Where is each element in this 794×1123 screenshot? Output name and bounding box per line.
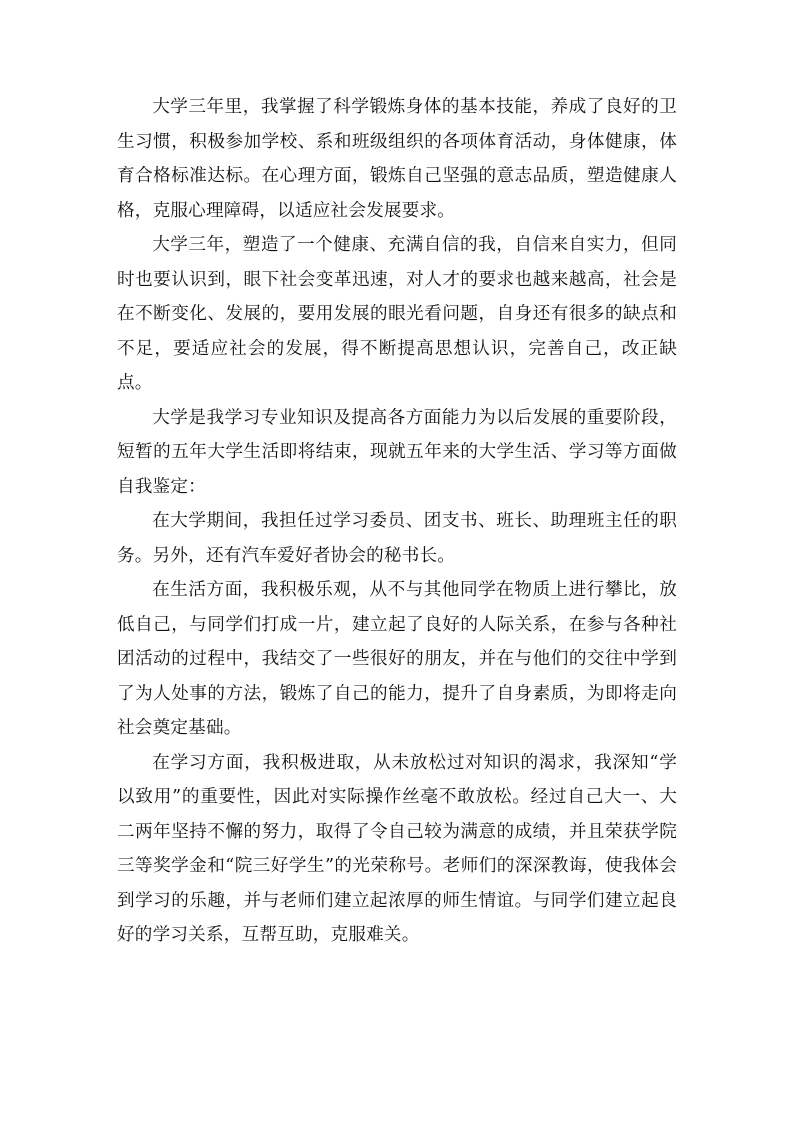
paragraph-study: 在学习方面，我积极进取，从未放松过对知识的渴求，我深知“学以致用”的重要性，因此对实际操作丝毫不敢放松。经过自己大一、大二两年坚持不懈的努力，取得了令自己较为满意的成绩，并且荣获学院三等奖学金和“院三好学生”的光荣称号。老师们的深深教诲，使我体会到学习的乐趣，并与老师们建立起浓厚的师生情谊。与同学们建立起良好的学习关系，互帮互助，克服难关。 xyxy=(117,752,677,945)
paragraph-confidence: 大学三年，塑造了一个健康、充满自信的我，自信来自实力，但同时也要认识到，眼下社会变革迅速，对人才的要求也越来越高，社会是在不断变化、发展的，要用发展的眼光看问题，自身还有很多的缺点和不足，要适应社会的发展，得不断提高思想认识，完善自己，改正缺点。 xyxy=(117,235,677,393)
paragraph-sports-health: 大学三年里，我掌握了科学锻炼身体的基本技能，养成了良好的卫生习惯，积极参加学校、系和班级组织的各项体育活动，身体健康，体育合格标准达标。在心理方面，锻炼自己坚强的意志品质，塑造健康人格，克服心理障碍，以适应社会发展要求。 xyxy=(117,97,677,221)
document-page xyxy=(117,90,677,953)
paragraph-positions: 在大学期间，我担任过学习委员、团支书、班长、助理班主任的职务。另外，还有汽车爱好者协会的秘书长。 xyxy=(117,511,677,566)
paragraph-life: 在生活方面，我积极乐观，从不与其他同学在物质上进行攀比，放低自己，与同学们打成一片，建立起了良好的人际关系，在参与各种社团活动的过程中，我结交了一些很好的朋友，并在与他们的交往中学到了为人处事的方法，锻炼了自己的能力，提升了自身素质，为即将走向社会奠定基础。 xyxy=(117,580,677,738)
paragraph-self-assessment-intro: 大学是我学习专业知识及提高各方面能力为以后发展的重要阶段，短暂的五年大学生活即将结束，现就五年来的大学生活、学习等方面做自我鉴定： xyxy=(117,407,677,497)
